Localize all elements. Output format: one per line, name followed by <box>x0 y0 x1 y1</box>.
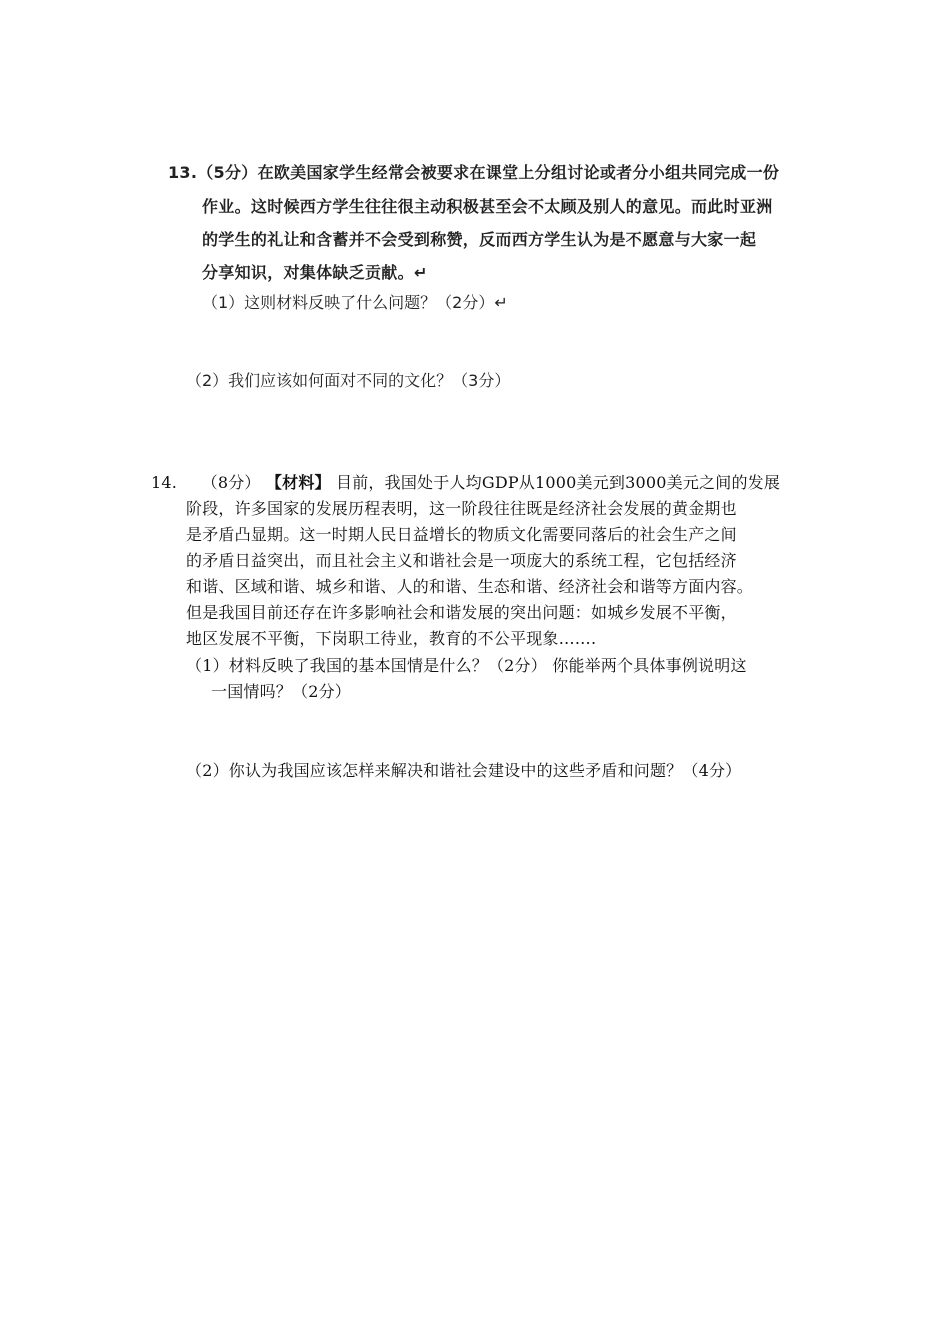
q14-line-7: 地区发展不平衡，下岗职工待业，教育的不公平现象……. <box>186 629 597 648</box>
q14-line-3: 是矛盾凸显期。这一时期人民日益增长的物质文化需要同落后的社会生产之间 <box>186 525 737 544</box>
q14-subquestion-1-line-1: （1）材料反映了我国的基本国情是什么？（2分） 你能举两个具体事例说明这 <box>186 656 747 675</box>
q13-subquestion-2: （2）我们应该如何面对不同的文化？（3分） <box>186 371 511 390</box>
q13-line-3: 的学生的礼让和含蓄并不会受到称赞，反而西方学生认为是不愿意与大家一起 <box>202 230 757 249</box>
q13-subquestion-1: （1）这则材料反映了什么问题？（2分）↵ <box>202 293 508 312</box>
q14-line-2: 阶段，许多国家的发展历程表明，这一阶段往往既是经济社会发展的黄金期也 <box>186 499 737 518</box>
q14-subquestion-2: （2）你认为我国应该怎样来解决和谐社会建设中的这些矛盾和问题？（4分） <box>186 761 742 780</box>
q14-material-tag: 【材料】 <box>265 473 331 492</box>
q14-line-1 <box>151 472 780 494</box>
q13-line-4: 分享知识，对集体缺乏贡献。↵ <box>202 263 428 282</box>
q14-line-1-text: 目前，我国处于人均GDP从1000美元到3000美元之间的发展 <box>336 473 781 492</box>
q14-subquestion-1-line-2: 一国情吗？（2分） <box>211 682 351 701</box>
q14-line-6: 但是我国目前还存在许多影响社会和谐发展的突出问题：如城乡发展不平衡， <box>186 603 737 622</box>
q13-line-2: 作业。这时候西方学生往往很主动积极甚至会不太顾及别人的意见。而此时亚洲 <box>202 197 773 216</box>
q14-number: 14. <box>151 473 178 492</box>
q14-score: （8分） <box>201 473 261 492</box>
q13-line-1: 13.（5分）在欧美国家学生经常会被要求在课堂上分组讨论或者分小组共同完成一份 <box>168 163 780 182</box>
q14-line-5: 和谐、区域和谐、城乡和谐、人的和谐、生态和谐、经济社会和谐等方面内容。 <box>186 577 754 596</box>
q14-line-4: 的矛盾日益突出，而且社会主义和谐社会是一项庞大的系统工程，它包括经济 <box>186 551 737 570</box>
